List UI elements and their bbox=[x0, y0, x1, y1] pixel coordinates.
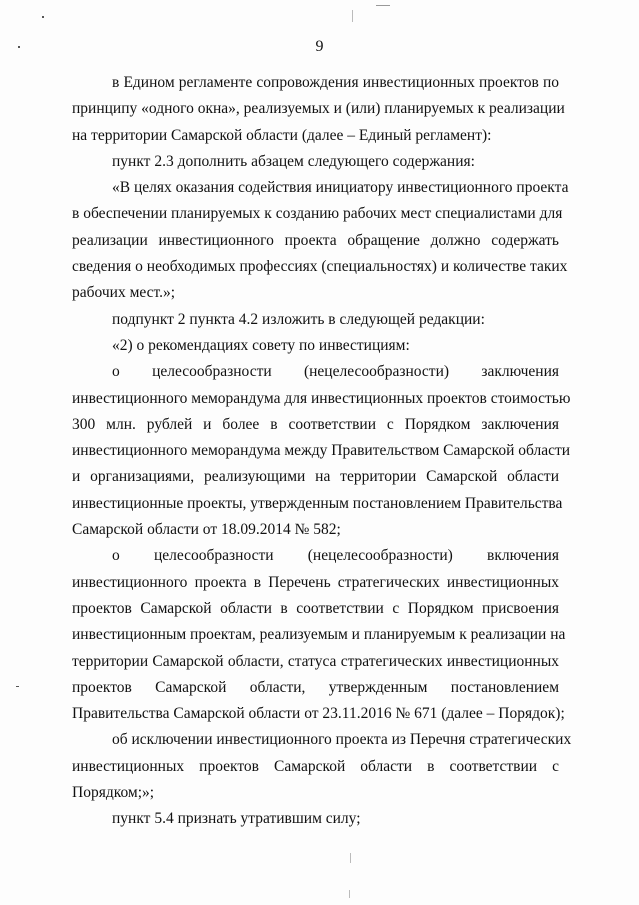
paragraph bbox=[72, 359, 571, 543]
text-line: в Едином регламенте сопровождения инвестиционных проектов по bbox=[112, 74, 559, 91]
text-line: инвестиционные проекты, утвержденным постановлением Правительства bbox=[72, 494, 563, 512]
text-line: «2) о рекомендациях совету по инвестициям: bbox=[112, 336, 410, 354]
paragraph bbox=[72, 70, 565, 149]
text-line: и организациями, реализующими на территории Самарской области bbox=[72, 468, 559, 486]
text-line: пункт 5.4 признать утратившим силу; bbox=[112, 810, 361, 828]
text-line: подпункт 2 пункта 4.2 изложить в следующей редакции: bbox=[112, 310, 485, 328]
text-line: проектов Самарской области в соответствии с Порядком присвоения bbox=[72, 599, 559, 617]
text-line: инвестиционного меморандума между Правительством Самарской области bbox=[72, 442, 571, 460]
paragraph bbox=[72, 806, 559, 832]
paragraph bbox=[72, 307, 559, 333]
text-line: Порядком;»; bbox=[72, 784, 155, 802]
text-line: в обеспечении планируемых к созданию рабочих мест специалистами для bbox=[72, 205, 563, 223]
text-line: 300 млн. рублей и более в соответствии с Порядком заключения bbox=[72, 415, 559, 433]
paragraph bbox=[72, 175, 569, 306]
text-line: об исключении инвестиционного проекта из Перечня стратегических bbox=[112, 731, 572, 749]
text-line: пункт 2.3 дополнить абзацем следующего содержания: bbox=[112, 152, 475, 170]
text-line: инвестиционным проектам, реализуемым и планируемым к реализации на bbox=[72, 626, 566, 644]
scan-mark bbox=[16, 686, 19, 687]
text-line: инвестиционного проекта в Перечень стратегических инвестиционных bbox=[72, 573, 559, 591]
paragraph bbox=[72, 727, 572, 806]
text-line: о целесообразности (нецелесообразности) включения bbox=[112, 547, 559, 565]
text-line: Правительства Самарской области от 23.11.2016 № 671 (далее – Порядок); bbox=[72, 705, 565, 723]
text-line: рабочих мест.»; bbox=[72, 284, 176, 302]
text-line: на территории Самарской области (далее – Единый регламент): bbox=[72, 126, 492, 144]
scan-mark bbox=[350, 853, 351, 863]
paragraph bbox=[72, 149, 559, 175]
text-line: инвестиционных проектов Самарской области в соответствии с bbox=[72, 757, 559, 775]
paragraph bbox=[72, 333, 559, 359]
text-line: реализации инвестиционного проекта обращение должно содержать bbox=[72, 231, 559, 249]
text-line: «В целях оказания содействия инициатору инвестиционного проекта bbox=[112, 179, 569, 197]
text-line: принципу «одного окна», реализуемых и (или) планируемых к реализации bbox=[72, 100, 565, 118]
scan-mark bbox=[18, 46, 20, 48]
text-line: о целесообразности (нецелесообразности) заключения bbox=[112, 363, 559, 381]
text-line: проектов Самарской области, утвержденным постановлением bbox=[72, 678, 559, 696]
scan-mark bbox=[376, 5, 390, 6]
scan-mark bbox=[349, 890, 350, 898]
text-line: территории Самарской области, статуса стратегических инвестиционных bbox=[72, 652, 559, 670]
scan-mark bbox=[42, 16, 44, 18]
paragraph bbox=[72, 543, 566, 727]
text-line: инвестиционного меморандума для инвестиционных проектов стоимостью bbox=[72, 389, 571, 407]
scan-mark bbox=[352, 10, 353, 22]
text-line: сведения о необходимых профессиях (специальностях) и количестве таких bbox=[72, 258, 568, 276]
page-number: 9 bbox=[315, 38, 324, 55]
text-line: Самарской области от 18.09.2014 № 582; bbox=[72, 521, 341, 539]
document-body bbox=[72, 70, 572, 833]
